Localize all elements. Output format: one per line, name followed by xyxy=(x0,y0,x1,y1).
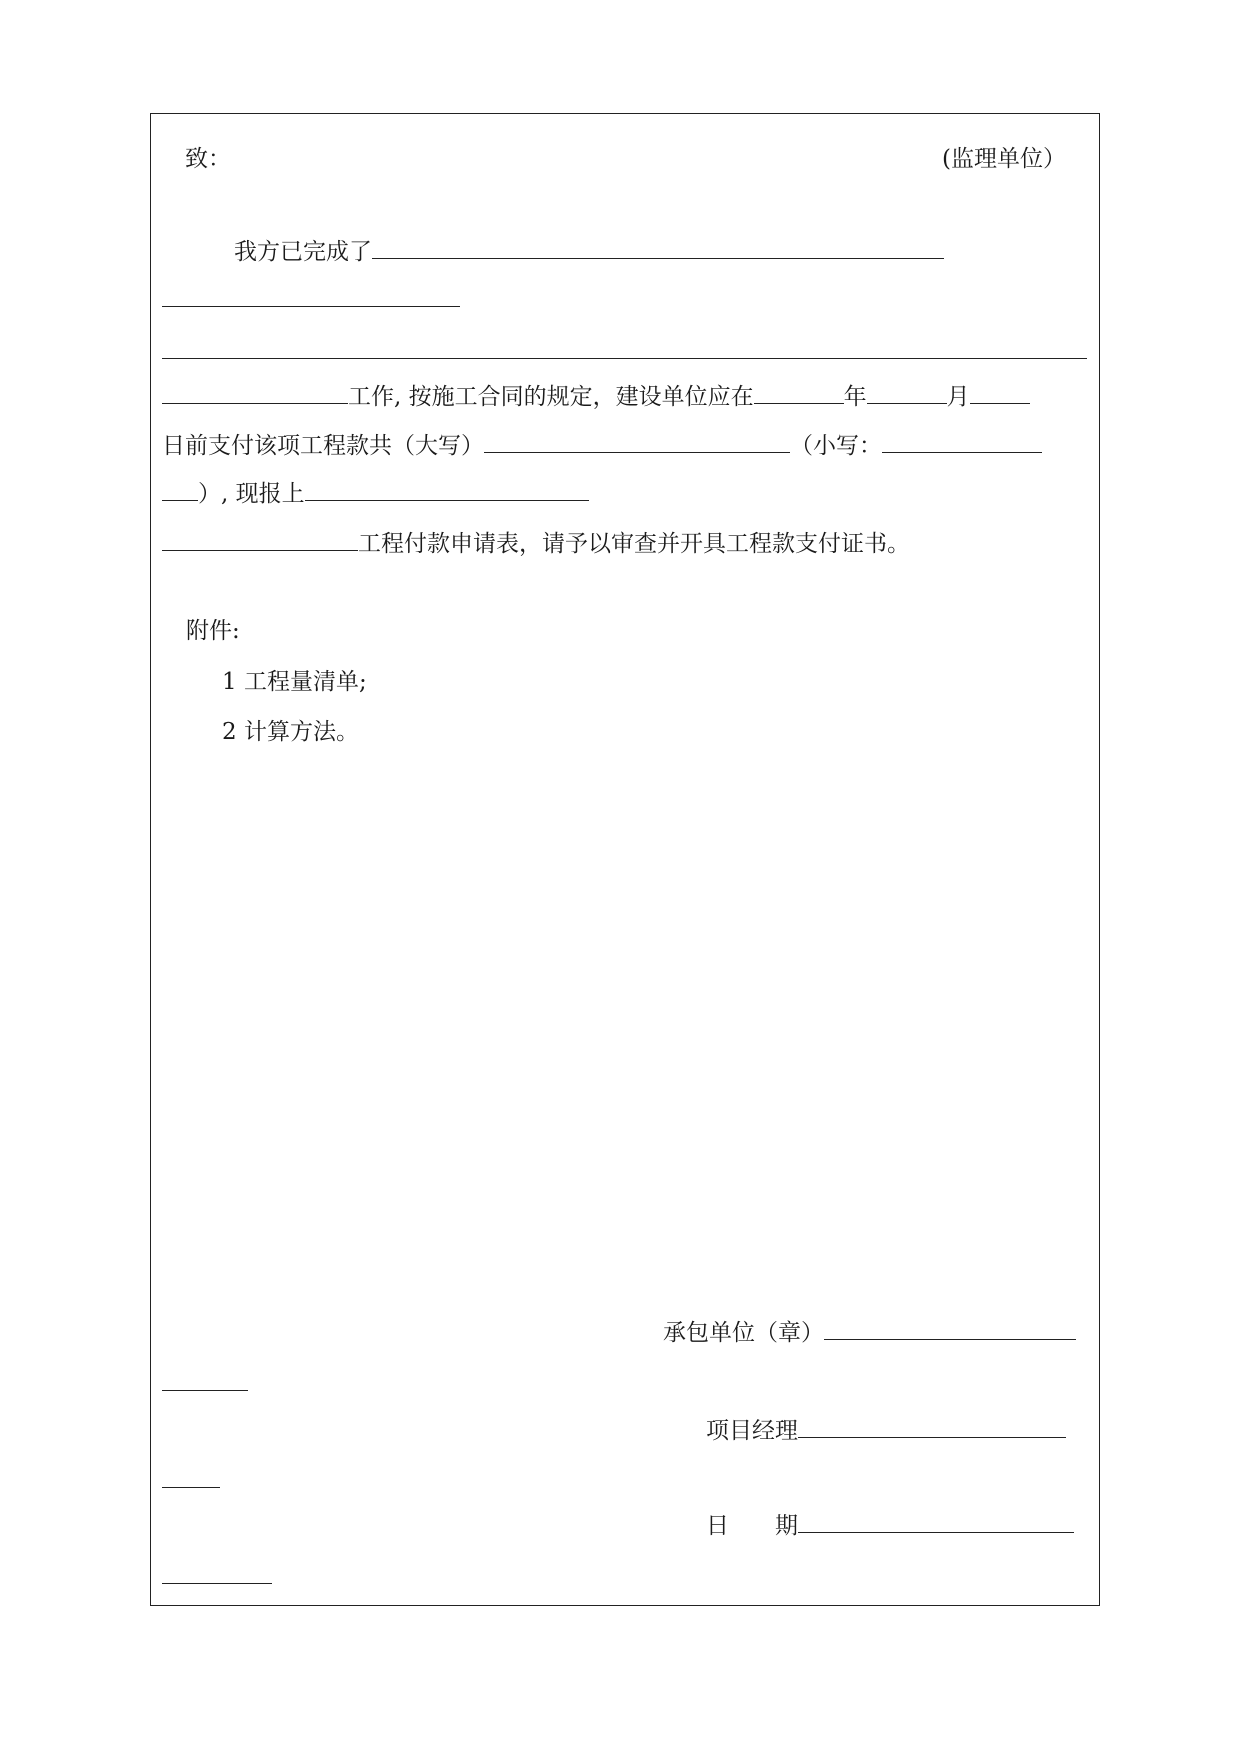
attachments-label: 附件: xyxy=(186,618,240,644)
date-field[interactable] xyxy=(798,1510,1074,1533)
amount-figures-continuation[interactable] xyxy=(162,478,198,501)
work-field-continuation-2[interactable] xyxy=(162,358,1087,359)
completed-prefix: 我方已完成了 xyxy=(234,239,372,265)
to-label: 致： xyxy=(185,146,231,172)
day-field[interactable] xyxy=(970,381,1030,404)
year-label: 年 xyxy=(843,384,867,410)
manager-line xyxy=(706,1415,1066,1446)
work-field-continuation-3[interactable] xyxy=(162,381,348,404)
report-field[interactable] xyxy=(305,478,589,501)
year-field[interactable] xyxy=(754,381,844,404)
report-line xyxy=(162,478,589,509)
date-field-continuation[interactable] xyxy=(162,1583,272,1584)
amount-figures-field[interactable] xyxy=(882,430,1042,453)
work-date-line xyxy=(162,381,1030,412)
manager-label: 项目经理 xyxy=(706,1418,798,1444)
report-text: ）, 现报上 xyxy=(198,481,305,507)
payment-line xyxy=(162,430,1042,461)
completed-line xyxy=(234,236,944,267)
contractor-line xyxy=(663,1317,1076,1348)
attachment-item: 1 工程量清单; xyxy=(222,669,367,695)
contractor-field-continuation[interactable] xyxy=(162,1390,248,1391)
report-field-continuation[interactable] xyxy=(162,528,358,551)
attachment-item: 2 计算方法。 xyxy=(222,719,359,745)
date-label: 日 期 xyxy=(706,1513,798,1539)
amount-words-field[interactable] xyxy=(484,430,790,453)
request-line xyxy=(162,528,910,559)
work-text: 工作, 按施工合同的规定，建设单位应在 xyxy=(348,384,754,410)
manager-field-continuation[interactable] xyxy=(162,1487,220,1488)
contractor-field[interactable] xyxy=(824,1317,1076,1340)
completed-work-field[interactable] xyxy=(372,236,944,259)
supervisor-unit-label: (监理单位） xyxy=(942,146,1066,172)
request-text: 工程付款申请表，请予以审查并开具工程款支付证书。 xyxy=(358,531,910,557)
work-field-continuation-1[interactable] xyxy=(162,306,460,307)
pay-text: 日前支付该项工程款共（大写） xyxy=(162,433,484,459)
form-frame xyxy=(150,113,1100,1606)
manager-field[interactable] xyxy=(798,1415,1066,1438)
month-field[interactable] xyxy=(867,381,947,404)
small-amount-label: （小写： xyxy=(790,433,882,459)
month-label: 月 xyxy=(946,384,970,410)
date-line xyxy=(706,1510,1074,1541)
contractor-label: 承包单位（章） xyxy=(663,1320,824,1346)
